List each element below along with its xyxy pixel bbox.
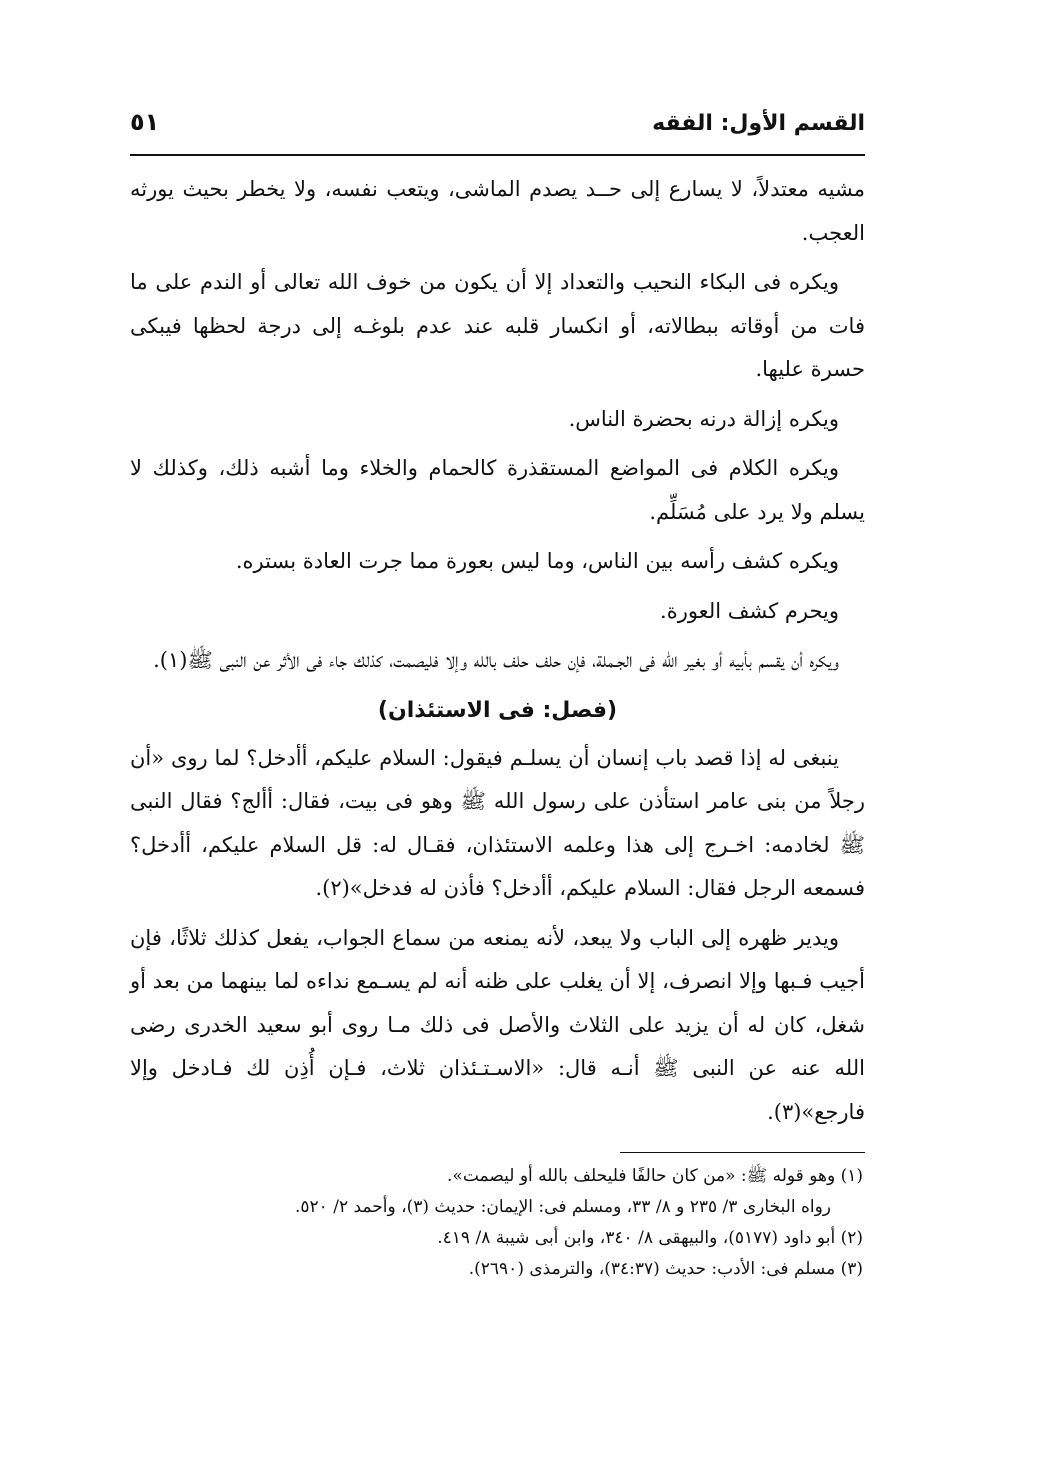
footnote-continuation: رواه البخارى ٣/ ٢٣٥ و ٨/ ٣٣، ومسلم فى: الإيمان: حديث (٣)، وأحمد ٢/ ٥٢٠. [295, 1197, 831, 1217]
footnote: (٣) مسلم فى: الأدب: حديث (٣٤:٣٧)، والترمذى (٢٦٩٠). [468, 1259, 863, 1279]
paragraph: ويكره أن يقسم بأبيه أو بغير الله فى الجـملة، فإن حلف حلف بالله وإلا فليصمت، كذلك جاء فى الأثر عن النبى ﷺ(١). [153, 648, 839, 672]
paragraph: ويدير ظهره إلى الباب ولا يبعد، لأنه يمنعه من سماع الجواب، يفعل كذلك ثلاثًا، فإن أجيب فـبها وإلا انصرف، إلا أن يغلب على ظنه أنه لم يسـمع نداءه لما بينهما من بعد أو شغل، كان له أن يزيد على الثلاث والأصل فى ذلك مـا روى أبو سعيد الخدرى رضى الله عنه عن النبى ﷺ أنـه قال: «الاسـتـئذان ثلاث، فـإن أُذِن لك فـادخل وإلا فارجع»(٣). [130, 925, 865, 1124]
footnote-divider [620, 1152, 865, 1153]
footnote: (١) وهو قوله ﷺ: «من كان حالفًا فليحلف بالله أو ليصمت». [447, 1166, 863, 1186]
footnote: (٢) أبو داود (٥١٧٧)، والبيهقى ٨/ ٣٤٠، وابن أبى شيبة ٨/ ٤١٩. [437, 1228, 863, 1248]
footnotes [130, 1161, 865, 1285]
running-title: القسم الأول: الفقه [652, 111, 865, 136]
paragraph: ويحرم كشف العورة. [660, 598, 839, 623]
paragraph: مشيه معتدلاً، لا يسارع إلى حــد يصدم الماشى، ويتعب نفسه، ولا يخطر بحيث يورثه العجب. [130, 177, 865, 245]
page-header [130, 108, 865, 156]
main-text [130, 168, 865, 1134]
page [130, 108, 865, 1285]
page-number: ٥١ [130, 108, 160, 136]
paragraph: ويكره الكلام فى المواضع المستقذرة كالحمام والخلاء وما أشبه ذلك، وكذلك لا يسلم ولا يرد على مُسَلِّم. [130, 456, 865, 524]
paragraph: ويكره كشف رأسه بين الناس، وما ليس بعورة مما جرت العادة بستره. [235, 549, 839, 573]
paragraph: ويكره فى البكاء النحيب والتعداد إلا أن يكون من خوف الله تعالى أو الندم على ما فات من أوقاته ببطالاته، أو انكسار قلبه عند عدم بلوغـه إلى درجة لحظها فيبكى حسرة عليها. [130, 270, 865, 381]
section-heading: (فصل: فى الاستئذان) [377, 697, 618, 723]
paragraph: ينبغى له إذا قصد باب إنسان أن يسلـم فيقول: السلام عليكم، أأدخل؟ لما روى «أن رجلاً من بنى عامر استأذن على رسول الله ﷺ وهو فى بيت، فقال: أألج؟ فقال النبى ﷺ لخادمه: اخـرج إلى هذا وعلمه الاستئذان، فقـال له: قل السلام عليكم، أأدخل؟ فسمعه الرجل فقال: السلام عليكم، أأدخل؟ فأذن له فدخل»(٢). [130, 745, 865, 900]
paragraph: ويكره إزالة درنه بحضرة الناس. [568, 406, 839, 431]
